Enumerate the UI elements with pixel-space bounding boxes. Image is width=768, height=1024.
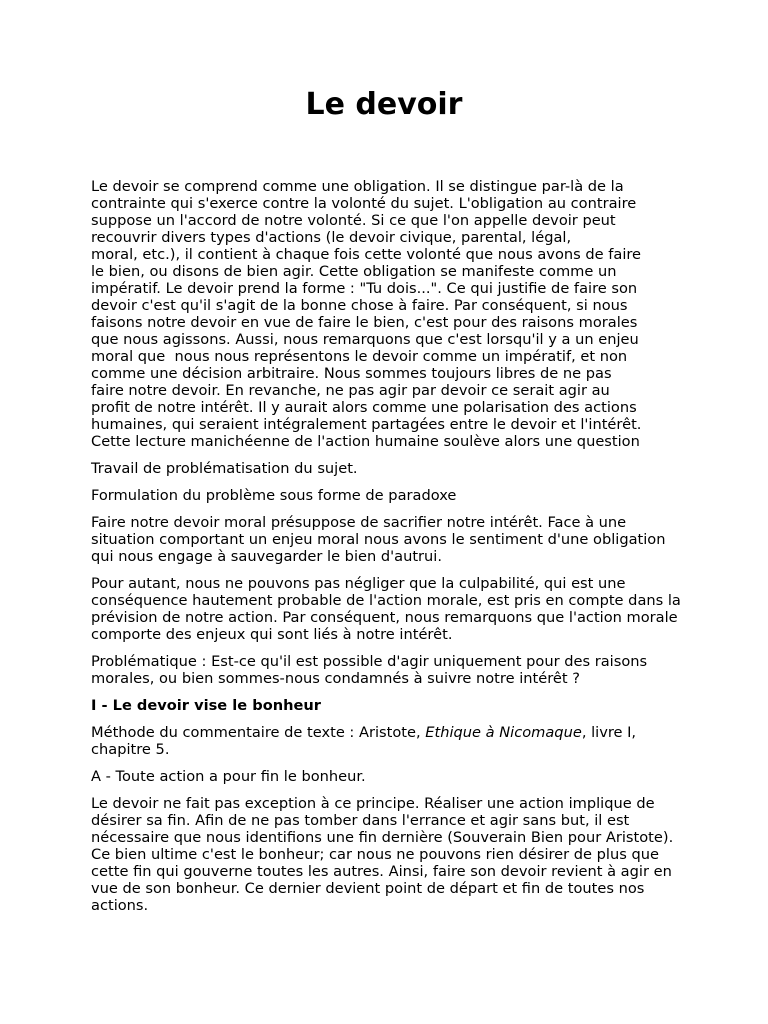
document-body bbox=[91, 178, 691, 924]
culpabilite-paragraph: Pour autant, nous ne pouvons pas négliger que la culpabilité, qui est une conséquence hautement probable de l'action morale, est pris en compte dans la prévision de notre action. Par conséquent, nous remarquons que l'action morale comporte des enjeux qui sont liés à notre intérêt. bbox=[91, 575, 681, 643]
intro-line: profit de notre intérêt. Il y aurait alors comme une polarisation des actions bbox=[91, 399, 637, 416]
intro-paragraph bbox=[91, 178, 691, 450]
methode-text: Méthode du commentaire de texte : Aristote, bbox=[91, 724, 426, 741]
intro-line: humaines, qui seraient intégralement partagées entre le devoir et l'intérêt. bbox=[91, 416, 642, 433]
intro-line: impératif. Le devoir prend la forme : "Tu dois...". Ce qui justifie de faire son bbox=[91, 280, 638, 297]
sacrifice-paragraph: Faire notre devoir moral présuppose de sacrifier notre intérêt. Face à une situation comportant un enjeu moral nous avons le sentiment d'une obligation qui nous engage à sauvegarder le bien d'autrui. bbox=[91, 514, 666, 565]
intro-line: contrainte qui s'exerce contre la volonté du sujet. L'obligation au contraire bbox=[91, 195, 637, 212]
subsection-heading: A - Toute action a pour fin le bonheur. bbox=[91, 768, 366, 785]
intro-line: que nous agissons. Aussi, nous remarquons que c'est lorsqu'il y a un enjeu bbox=[91, 331, 639, 348]
intro-line: faire notre devoir. En revanche, ne pas agir par devoir ce serait agir au bbox=[91, 382, 610, 399]
principe-paragraph: Le devoir ne fait pas exception à ce principe. Réaliser une action implique de désirer sa fin. Afin de ne pas tomber dans l'errance et agir sans but, il est nécessaire que nous identifions une fin dernière (Souverain Bien pour Aristote). Ce bien ultime c'est le bonheur; car nous ne pouvons rien désirer de plus que cette fin qui gouverne toutes les autres. Ainsi, faire son devoir revient à agir en vue de son bonheur. Ce dernier devient point de départ et fin de toutes nos actions. bbox=[91, 795, 674, 914]
travail-paragraph: Travail de problématisation du sujet. bbox=[91, 460, 358, 477]
formulation-paragraph: Formulation du problème sous forme de paradoxe bbox=[91, 487, 457, 504]
methode-paragraph bbox=[91, 724, 691, 758]
document-title: Le devoir bbox=[305, 87, 463, 122]
intro-line: moral que nous nous représentons le devoir comme un impératif, et non bbox=[91, 348, 628, 365]
intro-line: recouvrir divers types d'actions (le devoir civique, parental, légal, bbox=[91, 229, 572, 246]
intro-line: le bien, ou disons de bien agir. Cette obligation se manifeste comme un bbox=[91, 263, 617, 280]
intro-line: Le devoir se comprend comme une obligation. Il se distingue par-là de la bbox=[91, 178, 624, 195]
intro-line: devoir c'est qu'il s'agit de la bonne chose à faire. Par conséquent, si nous bbox=[91, 297, 628, 314]
section-heading: I - Le devoir vise le bonheur bbox=[91, 697, 321, 714]
problematique-paragraph: Problématique : Est-ce qu'il est possible d'agir uniquement pour des raisons morales, ou bien sommes-nous condamnés à suivre notre intérêt ? bbox=[91, 653, 648, 687]
intro-line: moral, etc.), il contient à chaque fois cette volonté que nous avons de faire bbox=[91, 246, 642, 263]
methode-text-end: , livre I, chapitre 5. bbox=[91, 724, 637, 758]
intro-line: faisons notre devoir en vue de faire le bien, c'est pour des raisons morales bbox=[91, 314, 638, 331]
intro-line: Cette lecture manichéenne de l'action humaine soulève alors une question bbox=[91, 433, 640, 450]
book-title: Ethique à Nicomaque bbox=[425, 724, 582, 741]
intro-line: comme une décision arbitraire. Nous sommes toujours libres de ne pas bbox=[91, 365, 612, 382]
intro-line: suppose un l'accord de notre volonté. Si ce que l'on appelle devoir peut bbox=[91, 212, 616, 229]
